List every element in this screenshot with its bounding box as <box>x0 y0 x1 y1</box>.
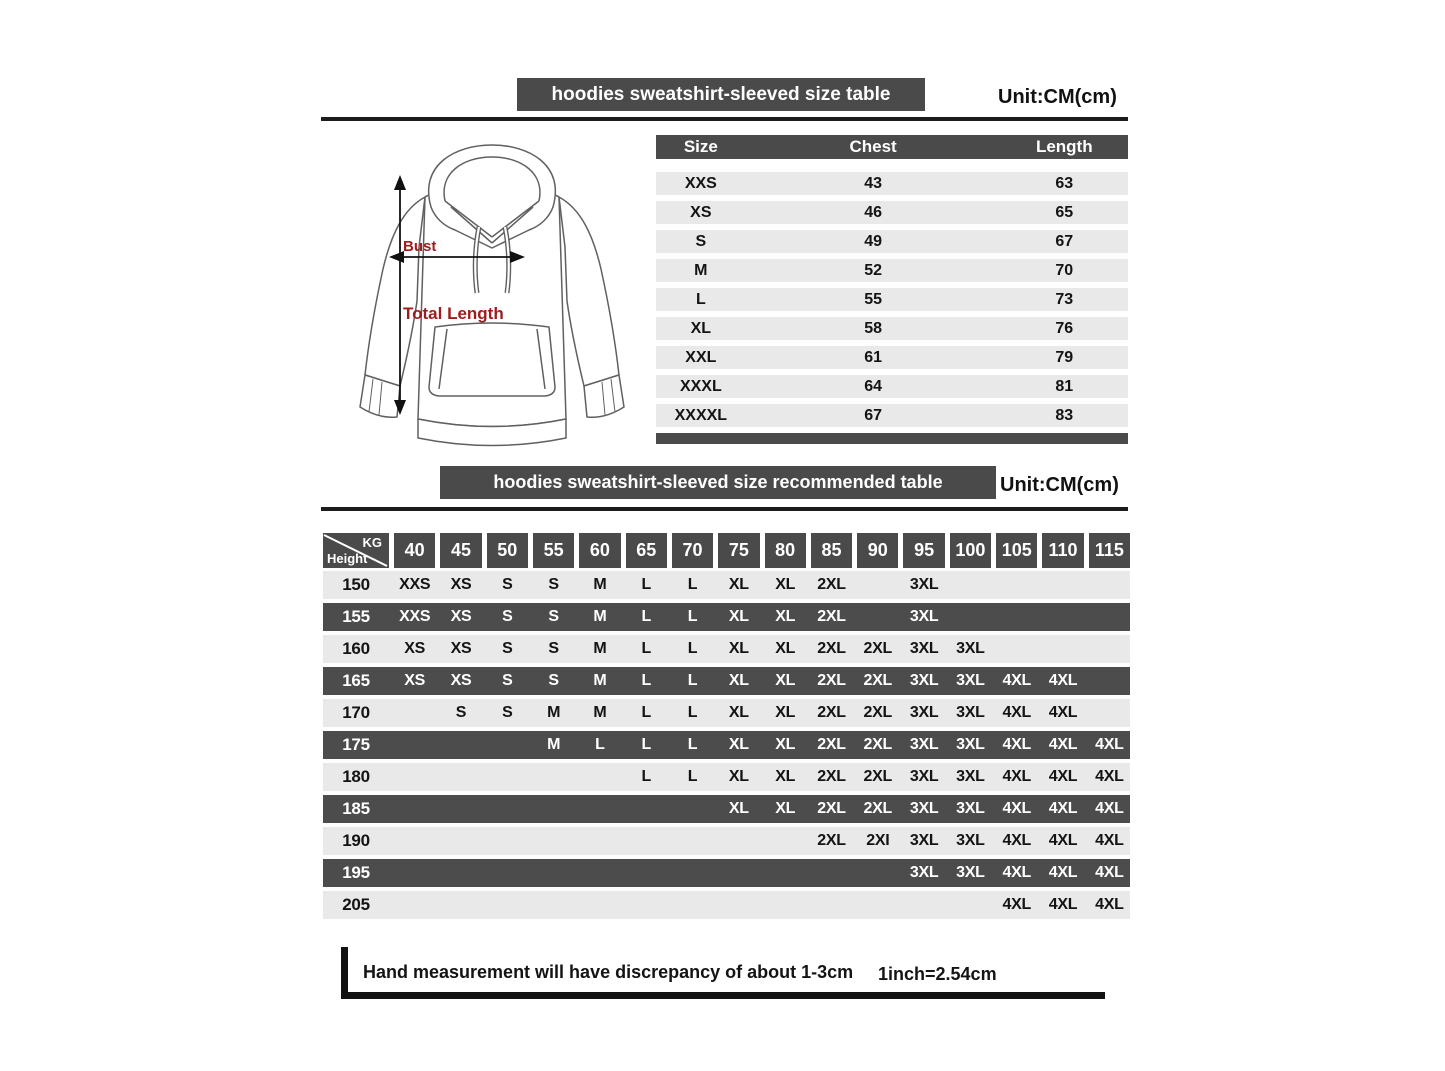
recommendation-cell: S <box>502 672 513 689</box>
recommendation-cell <box>1089 667 1130 695</box>
recommendation-cell: S <box>502 608 513 625</box>
right-sleeve <box>559 197 619 386</box>
kg-header-cell: 80 <box>765 533 806 568</box>
recommendation-cell: 3XL <box>909 672 939 689</box>
recommendation-cell: S <box>502 704 513 721</box>
recommendation-cell: M <box>593 640 607 657</box>
recommendation-cell: 3XL <box>956 736 985 753</box>
size-table-unit-label: Unit:CM(cm) <box>998 86 1117 108</box>
recommendation-cell: 4XL <box>1095 768 1124 785</box>
recommendation-cell <box>1042 603 1083 631</box>
recommended-size-table <box>323 533 1130 919</box>
recommendation-cell: 2XL <box>863 672 892 689</box>
height-label: 150 <box>342 575 370 594</box>
chest-cell: 43 <box>864 174 882 192</box>
recommendation-cell: L <box>595 736 605 753</box>
recommendation-cell: 3XL <box>909 704 939 721</box>
recommendation-cell: 2XL <box>817 704 846 721</box>
recommendation-cell: 3XL <box>909 864 939 881</box>
recommendation-cell: 4XL <box>1002 736 1031 753</box>
recommendation-cell <box>579 795 620 823</box>
recommended-table-row <box>323 827 1130 855</box>
recommendation-cell <box>394 859 435 887</box>
size-table-row <box>656 288 1128 311</box>
recommendation-cell <box>440 731 481 759</box>
kg-header-cell: 50 <box>487 533 528 568</box>
recommended-table-row <box>323 699 1130 727</box>
recommendation-cell: L <box>687 672 698 689</box>
recommended-table-row <box>323 731 1130 759</box>
recommendation-cell: M <box>593 576 607 593</box>
recommendation-cell: XS <box>450 672 472 689</box>
kg-header-cell: 95 <box>903 533 944 568</box>
kg-header-cell: 85 <box>811 533 852 568</box>
recommendation-cell <box>996 571 1037 599</box>
recommendation-cell: S <box>548 576 559 593</box>
recommendation-cell <box>487 763 528 791</box>
recommendation-cell: XL <box>775 704 796 721</box>
recommendation-cell: 4XL <box>1048 896 1078 913</box>
recommendation-cell <box>765 827 806 855</box>
recommendation-cell <box>950 891 991 919</box>
recommendation-cell: XS <box>450 576 472 593</box>
recommended-table-row <box>323 603 1130 631</box>
recommendation-cell <box>950 603 991 631</box>
recommendation-cell <box>718 827 759 855</box>
recommendation-cell: 4XL <box>1048 800 1078 817</box>
kg-header-cell: 105 <box>996 533 1037 568</box>
chest-cell: 58 <box>864 319 882 337</box>
recommendation-cell: 2XL <box>817 800 846 817</box>
kg-corner-label: KG <box>362 535 382 550</box>
recommendation-cell <box>672 859 713 887</box>
height-label: 160 <box>342 639 370 658</box>
recommendation-cell <box>1042 635 1083 663</box>
recommendation-cell: XL <box>728 800 749 817</box>
recommendation-cell: XL <box>775 672 796 689</box>
kg-header-cell: 65 <box>626 533 667 568</box>
recommended-table-header-row <box>323 533 1130 568</box>
kg-height-corner-cell <box>323 533 389 568</box>
recommendation-cell <box>394 731 435 759</box>
recommended-table-row <box>323 795 1130 823</box>
recommendation-cell: 3XL <box>909 768 939 785</box>
length-cell: 76 <box>1055 319 1074 337</box>
recommendation-cell: 3XL <box>956 800 985 817</box>
recommendation-cell: 3XL <box>909 800 939 817</box>
size-table-row <box>656 317 1128 340</box>
recommendation-cell: 4XL <box>1048 864 1078 881</box>
recommendation-cell: 2XL <box>817 768 846 785</box>
recommendation-cell <box>533 859 574 887</box>
recommendation-cell: 4XL <box>1095 736 1124 753</box>
size-table-body <box>656 172 1128 427</box>
kg-header-cell: 40 <box>394 533 435 568</box>
recommendation-cell: 4XL <box>1002 864 1031 881</box>
recommendation-cell: L <box>641 640 651 657</box>
recommendation-cell: XXS <box>399 608 431 625</box>
middle-divider-line <box>321 507 1128 511</box>
recommendation-cell: XL <box>728 704 749 721</box>
recommendation-cell <box>626 859 667 887</box>
recommendation-cell <box>487 859 528 887</box>
recommendation-cell: 2XL <box>817 576 846 593</box>
kg-header-cell: 70 <box>672 533 713 568</box>
measurement-note: Hand measurement will have discrepancy of about 1-3cm <box>363 962 854 982</box>
recommendation-cell <box>811 859 852 887</box>
size-table-header-cell: Chest <box>849 137 897 156</box>
recommendation-cell: XL <box>728 608 749 625</box>
kangaroo-pocket <box>429 323 555 396</box>
recommended-table-row <box>323 571 1130 599</box>
recommendation-cell <box>1089 571 1130 599</box>
recommendation-cell: 3XL <box>956 704 985 721</box>
recommendation-cell <box>394 763 435 791</box>
recommendation-cell: M <box>593 608 607 625</box>
recommendation-cell: L <box>641 672 651 689</box>
recommendation-cell: XXS <box>399 576 431 593</box>
recommendation-cell: XL <box>775 736 796 753</box>
recommendation-cell: 2XL <box>863 736 892 753</box>
recommended-table-row <box>323 891 1130 919</box>
recommendation-cell: 3XL <box>956 832 985 849</box>
size-table-title: hoodies sweatshirt-sleeved size table <box>551 83 891 105</box>
recommendation-cell: XL <box>775 640 796 657</box>
recommendation-cell <box>440 763 481 791</box>
recommendation-cell: 4XL <box>1095 800 1124 817</box>
recommendation-cell <box>1042 571 1083 599</box>
recommendation-cell <box>765 859 806 887</box>
length-cell: 70 <box>1055 261 1074 279</box>
chest-cell: 61 <box>864 348 882 366</box>
length-cell: 65 <box>1055 203 1074 221</box>
recommendation-cell: 4XL <box>1002 672 1031 689</box>
size-cell: XXXL <box>679 377 722 395</box>
height-label: 195 <box>342 863 370 882</box>
recommendation-cell: 3XL <box>909 608 939 625</box>
recommendation-cell <box>626 827 667 855</box>
recommendation-cell: L <box>641 608 651 625</box>
hoodie-measurement-diagram <box>333 135 651 457</box>
recommendation-cell <box>857 571 898 599</box>
recommendation-cell <box>487 891 528 919</box>
size-table-row <box>656 259 1128 282</box>
size-table-row <box>656 404 1128 427</box>
recommendation-cell <box>394 795 435 823</box>
recommendation-cell: S <box>455 704 467 721</box>
recommendation-cell: 4XL <box>1048 736 1078 753</box>
recommendation-cell: 2XL <box>817 736 846 753</box>
recommendation-cell: 4XL <box>1002 896 1031 913</box>
size-table-row <box>656 375 1128 398</box>
size-table-title-bar <box>517 78 925 111</box>
chest-cell: 52 <box>864 261 882 279</box>
top-divider-line <box>321 117 1128 121</box>
kg-header-cell: 55 <box>533 533 574 568</box>
recommendation-cell <box>626 891 667 919</box>
recommendation-cell: L <box>641 576 651 593</box>
size-table-row <box>656 201 1128 224</box>
recommendation-cell <box>672 827 713 855</box>
recommendation-cell <box>487 795 528 823</box>
recommendation-cell <box>533 827 574 855</box>
left-sleeve <box>365 197 425 386</box>
recommendation-cell: 2XL <box>863 768 892 785</box>
recommendation-cell: XL <box>728 736 749 753</box>
recommendation-cell: 4XL <box>1048 768 1078 785</box>
size-table <box>656 135 1128 444</box>
recommendation-cell <box>626 795 667 823</box>
recommendation-cell: 4XL <box>1002 768 1031 785</box>
recommendation-cell: XL <box>775 576 796 593</box>
size-table-row <box>656 172 1128 195</box>
size-cell: L <box>695 290 706 308</box>
recommendation-cell <box>533 763 574 791</box>
recommendation-cell: 4XL <box>1095 832 1124 849</box>
total-length-label: Total Length <box>403 304 504 323</box>
recommendation-cell: L <box>687 576 698 593</box>
recommendation-cell: 2XL <box>817 608 846 625</box>
size-cell: XS <box>690 203 712 221</box>
recommendation-cell: L <box>687 608 698 625</box>
recommendation-cell: 4XL <box>1048 832 1078 849</box>
recommendation-cell: S <box>548 640 559 657</box>
recommended-table-title: hoodies sweatshirt-sleeved size recommended table <box>493 472 943 492</box>
recommendation-cell: 2XL <box>863 640 892 657</box>
recommendation-cell: 3XL <box>956 864 985 881</box>
recommended-table-body <box>323 571 1130 919</box>
length-cell: 83 <box>1055 406 1074 424</box>
recommendation-cell <box>579 827 620 855</box>
recommendation-cell: 2XL <box>817 832 846 849</box>
size-cell: XL <box>690 319 712 337</box>
recommendation-cell <box>857 603 898 631</box>
recommendation-cell: XL <box>775 608 796 625</box>
recommendation-cell <box>1089 635 1130 663</box>
size-cell: XXXXL <box>674 406 728 424</box>
recommendation-cell <box>857 859 898 887</box>
kg-header-cell: 115 <box>1089 533 1130 568</box>
kg-header-cell: 60 <box>579 533 620 568</box>
recommendation-cell: XS <box>450 608 472 625</box>
recommendation-cell <box>857 891 898 919</box>
size-cell: XXL <box>685 348 717 366</box>
chest-cell: 64 <box>864 377 882 395</box>
recommendation-cell: L <box>687 736 698 753</box>
recommendation-cell: 3XL <box>956 640 985 657</box>
recommended-table-row <box>323 859 1130 887</box>
inch-conversion-note: 1inch=2.54cm <box>878 964 997 984</box>
recommendation-cell: XL <box>728 672 749 689</box>
size-table-bottom-bar <box>656 433 1128 444</box>
kg-header-cell: 45 <box>440 533 481 568</box>
recommendation-cell <box>672 891 713 919</box>
recommended-table-unit-label: Unit:CM(cm) <box>1000 474 1119 496</box>
recommendation-cell: XL <box>728 576 749 593</box>
recommendation-cell <box>533 795 574 823</box>
recommendation-cell <box>579 859 620 887</box>
height-label: 190 <box>342 831 370 850</box>
recommendation-cell: XS <box>450 640 472 657</box>
recommendation-cell: 3XL <box>909 832 939 849</box>
recommendation-cell: 3XL <box>909 736 939 753</box>
recommendation-cell <box>811 891 852 919</box>
recommendation-cell <box>440 891 481 919</box>
length-cell: 73 <box>1055 290 1074 308</box>
height-label: 155 <box>342 607 370 626</box>
recommendation-cell <box>1089 603 1130 631</box>
height-label: 165 <box>342 671 370 690</box>
recommendation-cell: XS <box>404 640 426 657</box>
recommendation-cell: 4XL <box>1002 800 1031 817</box>
recommendation-cell: 4XL <box>1048 704 1078 721</box>
size-cell: XXS <box>684 174 717 192</box>
recommendation-cell: XL <box>728 640 749 657</box>
chest-cell: 67 <box>864 406 882 424</box>
recommendation-cell: 4XL <box>1002 832 1031 849</box>
recommendation-cell: XL <box>775 800 796 817</box>
recommendation-cell <box>533 891 574 919</box>
recommendation-cell: L <box>641 736 651 753</box>
recommendation-cell <box>950 571 991 599</box>
kg-header-cell: 100 <box>950 533 991 568</box>
length-cell: 67 <box>1055 232 1074 250</box>
chest-cell: 46 <box>864 203 882 221</box>
recommendation-cell <box>672 795 713 823</box>
recommendation-cell <box>996 603 1037 631</box>
recommendation-cell: 3XL <box>909 640 939 657</box>
recommendation-cell <box>579 891 620 919</box>
recommendation-cell <box>579 763 620 791</box>
recommendation-cell: XL <box>775 768 796 785</box>
recommendation-cell: 2XL <box>817 640 846 657</box>
recommendation-cell <box>440 827 481 855</box>
recommendation-cell <box>440 795 481 823</box>
recommendation-cell <box>718 891 759 919</box>
recommendation-cell: M <box>547 704 561 721</box>
recommendation-cell <box>996 635 1037 663</box>
recommendation-cell: 3XL <box>956 672 985 689</box>
recommendation-cell <box>487 731 528 759</box>
size-cell: M <box>694 261 708 279</box>
recommendation-cell: L <box>687 768 698 785</box>
chest-cell: 49 <box>864 232 882 250</box>
chest-cell: 55 <box>864 290 882 308</box>
kg-header-cell: 90 <box>857 533 898 568</box>
recommendation-cell <box>718 859 759 887</box>
recommendation-cell: L <box>687 704 698 721</box>
recommended-table-row <box>323 635 1130 663</box>
size-table-header-cell: Length <box>1035 137 1093 156</box>
height-label: 180 <box>342 767 370 786</box>
recommendation-cell: 2XL <box>863 704 892 721</box>
bottom-divider-line <box>341 992 1105 999</box>
recommended-table-row <box>323 763 1130 791</box>
length-cell: 79 <box>1055 348 1074 366</box>
height-label: 170 <box>342 703 370 722</box>
recommendation-cell: 4XL <box>1002 704 1031 721</box>
recommendation-cell: L <box>687 640 698 657</box>
kg-header-cell: 110 <box>1042 533 1083 568</box>
height-label: 185 <box>342 799 370 818</box>
recommendation-cell: M <box>547 736 561 753</box>
recommendation-cell <box>1089 699 1130 727</box>
recommendation-cell <box>394 827 435 855</box>
recommended-table-row <box>323 667 1130 695</box>
size-table-row <box>656 346 1128 369</box>
recommendation-cell: S <box>548 672 559 689</box>
recommendation-cell <box>394 891 435 919</box>
kg-header-cell: 75 <box>718 533 759 568</box>
recommendation-cell: 3XL <box>909 576 939 593</box>
size-cell: S <box>695 232 707 250</box>
size-table-header-row <box>656 135 1128 159</box>
recommendation-cell: L <box>641 704 651 721</box>
note-accent-bar <box>341 947 348 998</box>
size-table-header-cell: Size <box>683 137 718 156</box>
length-cell: 63 <box>1055 174 1074 192</box>
recommendation-cell: S <box>502 576 513 593</box>
bust-label: Bust <box>403 238 437 255</box>
length-cell: 81 <box>1055 377 1074 395</box>
recommendation-cell: 4XL <box>1048 672 1078 689</box>
recommendation-cell: 2XL <box>863 800 892 817</box>
size-table-row <box>656 230 1128 253</box>
recommendation-cell: M <box>593 672 607 689</box>
recommendation-cell: 2XL <box>817 672 846 689</box>
recommendation-cell <box>394 699 435 727</box>
height-label: 205 <box>342 895 370 914</box>
recommendation-cell: L <box>641 768 651 785</box>
recommendation-cell <box>440 859 481 887</box>
recommended-table-title-bar <box>440 466 996 499</box>
recommendation-cell: 4XL <box>1095 896 1124 913</box>
height-label: 175 <box>342 735 370 754</box>
recommendation-cell: XL <box>728 768 749 785</box>
recommendation-cell: M <box>593 704 607 721</box>
height-corner-label: Height <box>327 551 368 566</box>
recommendation-cell <box>765 891 806 919</box>
recommendation-cell: S <box>548 608 559 625</box>
recommendation-cell: 4XL <box>1095 864 1124 881</box>
recommendation-cell: 2XI <box>866 832 890 849</box>
recommendation-cell <box>903 891 944 919</box>
recommendation-cell <box>487 827 528 855</box>
recommendation-cell: 3XL <box>956 768 985 785</box>
recommendation-cell: S <box>502 640 513 657</box>
recommendation-cell: XS <box>404 672 426 689</box>
